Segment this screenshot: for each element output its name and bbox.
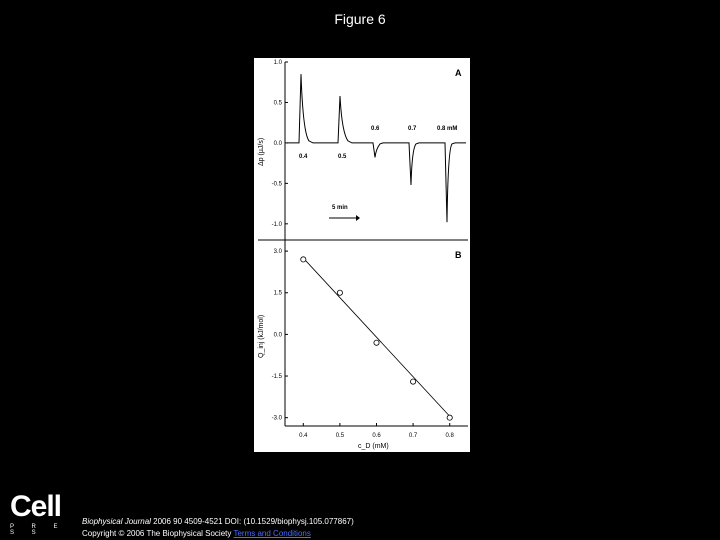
panel-a-ytick-label: -0.5 — [271, 181, 282, 188]
panel-b-xlabel: c_D (mM) — [358, 443, 389, 450]
panel-a-ylabel: Δp (µJ/s) — [258, 137, 265, 166]
panel-b-ytick-label: -1.5 — [271, 374, 282, 381]
panel-b-xtick-label: 0.5 — [335, 433, 345, 439]
peak-label: 0.5 — [338, 154, 347, 160]
peak-label: 0.4 — [299, 154, 308, 160]
copyright-text: Copyright © 2006 The Biophysical Society — [82, 529, 234, 538]
peak-label: 0.7 — [408, 126, 417, 132]
data-point — [374, 340, 379, 345]
scale-bar-label: 5 min — [332, 205, 348, 211]
panel-a-trace-group — [272, 60, 466, 228]
panel-a-ytick-label: 0.0 — [273, 140, 282, 147]
panel-b-xtick-label: 0.6 — [372, 433, 381, 439]
peak-label: 0.8 mM — [437, 126, 458, 132]
panel-a-ytick-label: 0.5 — [273, 100, 282, 107]
panel-b-plot-group — [272, 249, 455, 439]
figure-panel — [254, 58, 470, 452]
panel-b-label: B — [455, 250, 462, 260]
data-point — [337, 290, 342, 295]
journal-name: Biophysical Journal — [82, 517, 151, 526]
panel-a-ytick-label: -1.0 — [271, 221, 282, 228]
panel-b-xtick-label: 0.4 — [299, 433, 308, 439]
slide-title: Figure 6 — [334, 11, 386, 27]
scale-bar-arrowhead — [356, 215, 360, 221]
cell-press-logo — [10, 492, 70, 536]
panel-b-ytick-label: 0.0 — [273, 332, 282, 339]
data-point — [411, 379, 416, 384]
panel-b-xtick-label: 0.8 — [445, 433, 454, 439]
data-point — [301, 257, 306, 262]
citation-line — [82, 516, 354, 528]
terms-link[interactable]: Terms and Conditions — [233, 529, 311, 538]
panel-a-trace — [287, 74, 466, 222]
panel-b-xtick-label: 0.7 — [408, 433, 418, 439]
fit-line — [303, 258, 449, 416]
panel-b-ytick-label: 3.0 — [273, 249, 282, 256]
logo-press: P R E S S — [10, 524, 66, 536]
logo-word: Cell — [10, 490, 62, 523]
figure-svg — [254, 58, 470, 452]
panel-b-ytick-label: -3.0 — [271, 415, 282, 422]
citation-block — [82, 516, 354, 540]
panel-b-ylabel: Q_inj (kJ/mol) — [258, 314, 265, 358]
panel-b-ytick-label: 1.5 — [273, 290, 282, 297]
citation-ref: 2006 90 4509-4521 DOI: (10.1529/biophysj.105.077867) — [150, 517, 354, 526]
panel-a-label: A — [455, 68, 462, 78]
panel-a-ytick-label: 1.0 — [273, 60, 282, 66]
data-point — [447, 415, 452, 420]
copyright-line — [82, 528, 354, 540]
peak-label: 0.6 — [371, 126, 380, 132]
